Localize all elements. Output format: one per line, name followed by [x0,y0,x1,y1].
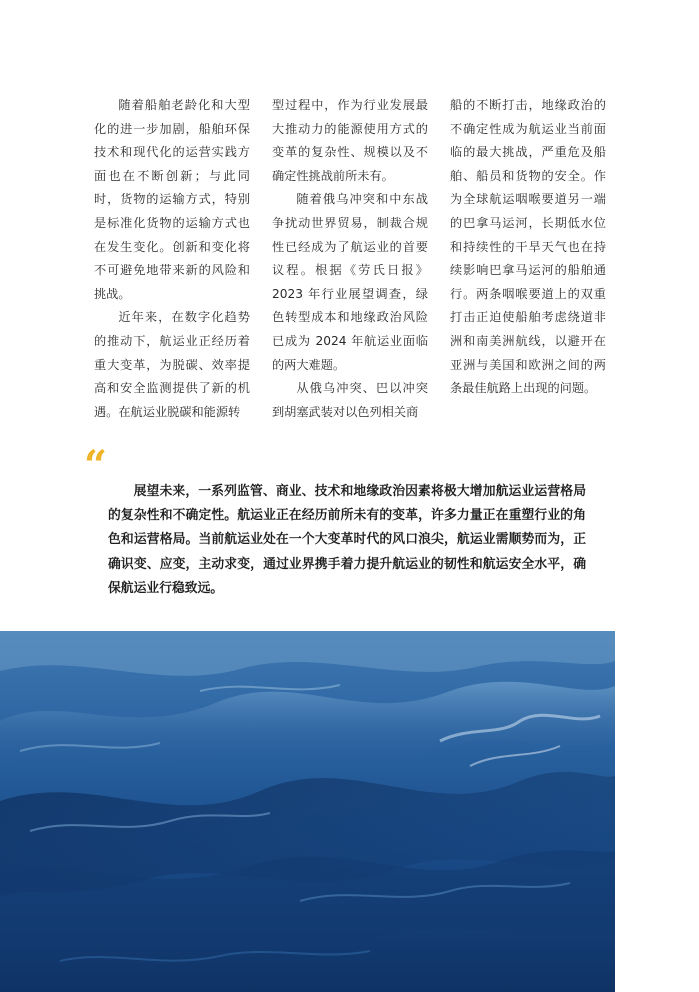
column-3 [450,94,606,434]
paragraph: 近年来，在数字化趋势的推动下，航运业正经历着重大变革，为脱碳、效率提高和安全监测提供了新的机遇。在航运业脱碳和能源转 [94,310,250,419]
paragraph: 船的不断打击，地缘政治的不确定性成为航运业当前面临的最大挑战，严重危及船舶、船员和货物的安全。作为全球航运咽喉要道另一端的巴拿马运河，长期低水位和持续性的干旱天气也在持续影响巴拿马运河的船舶通行。两条咽喉要道上的双重打击正迫使船舶考虑绕道非洲和南美洲航线，以避开在亚洲与美国和欧洲之间的两条最佳航路上出现的问题。 [450,98,606,396]
article-columns [94,94,606,434]
paragraph: 从俄乌冲突、巴以冲突到胡塞武装对以色列相关商 [272,381,428,419]
ocean-waves-photo [0,631,615,992]
paragraph: 型过程中，作为行业发展最大推动力的能源使用方式的变革的复杂性、规模以及不确定性挑战前所未有。 [272,98,428,183]
paragraph: 随着俄乌冲突和中东战争扰动世界贸易，制裁合规性已经成为了航运业的首要议程。根据《劳氏日报》2023 年行业展望调查，绿色转型成本和地缘政治风险已成为 2024 年航运业面临的两大难题。 [272,192,428,372]
ocean-wave-texture [0,631,615,992]
column-1 [94,94,250,434]
paragraph: 随着船舶老龄化和大型化的进一步加剧，船舶环保技术和现代化的运营实践方面也在不断创新；与此同时，货物的运输方式，特别是标准化货物的运输方式也在发生变化。创新和变化将不可避免地带来新的风险和挑战。 [94,98,250,301]
quote-mark-icon: “ [84,442,108,489]
pull-quote: 展望未来，一系列监管、商业、技术和地缘政治因素将极大增加航运业运营格局的复杂性和不确定性。航运业正在经历前所未有的变革，许多力量正在重塑行业的角色和运营格局。当前航运业处在一个大变革时代的风口浪尖，航运业需顺势而为，正确识变、应变，主动求变，通过业界携手着力提升航运业的韧性和航运安全水平，确保航运业行稳致远。 [108,484,586,596]
column-2 [272,94,428,434]
